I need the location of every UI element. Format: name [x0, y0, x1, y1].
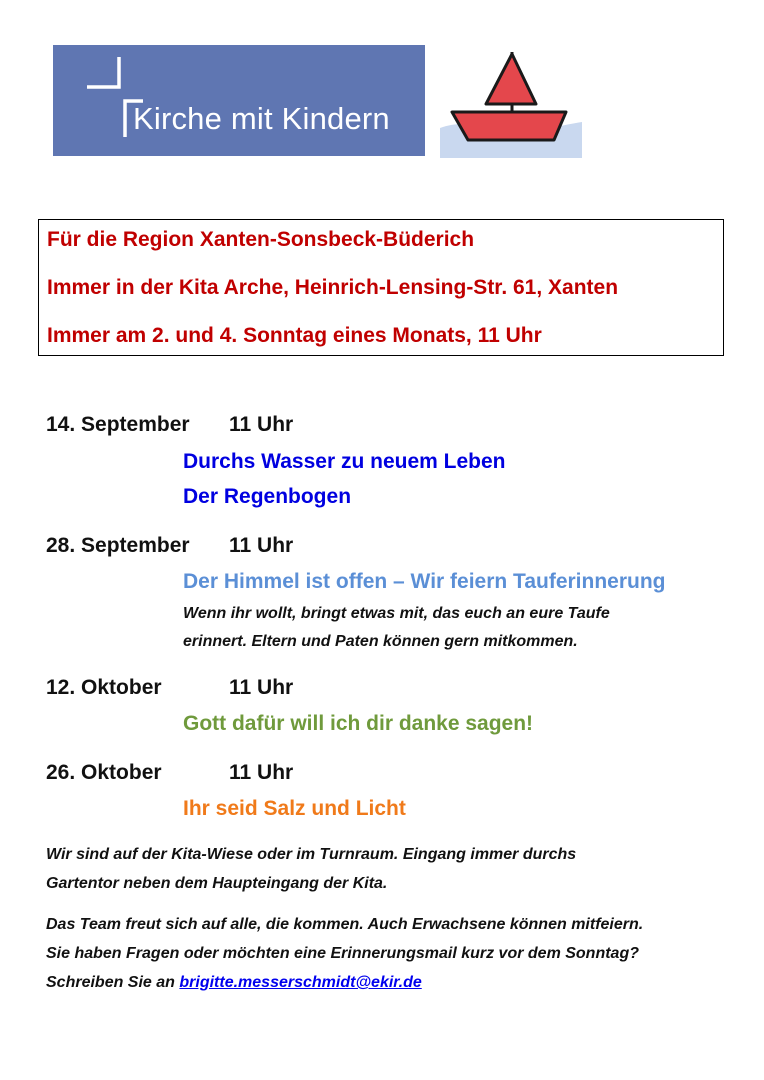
team-note: Das Team freut sich auf alle, die kommen. Auch Erwachsene können mitfeiern.: [46, 916, 644, 933]
event-date: 14. September: [46, 413, 190, 436]
sailboat-icon: [438, 46, 584, 162]
contact-line: [46, 974, 422, 992]
kirche-mit-kindern-logo: [53, 45, 425, 156]
contact-prefix: Schreiben Sie an: [46, 974, 175, 991]
event-time: 11 Uhr: [229, 761, 294, 784]
event-time: 11 Uhr: [229, 413, 294, 436]
team-note: Sie haben Fragen oder möchten eine Erinnerungsmail kurz vor dem Sonntag?: [46, 945, 639, 962]
event-subtitle: Der Regenbogen: [183, 485, 352, 508]
schedule-text: Immer am 2. und 4. Sonntag eines Monats, 11 Uhr: [47, 324, 542, 347]
event-date: 26. Oktober: [46, 761, 162, 784]
event-title: Gott dafür will ich dir danke sagen!: [183, 712, 534, 735]
event-title: Der Himmel ist offen – Wir feiern Tauferinnerung: [183, 570, 666, 593]
event-date: 28. September: [46, 534, 190, 557]
event-title: Ihr seid Salz und Licht: [183, 797, 406, 820]
location-note: Wir sind auf der Kita-Wiese oder im Turnraum. Eingang immer durchs: [46, 846, 577, 863]
event-time: 11 Uhr: [229, 534, 294, 557]
event-title: Durchs Wasser zu neuem Leben: [183, 450, 506, 473]
logo-text: Kirche mit Kindern: [133, 101, 390, 136]
info-box: [38, 219, 724, 356]
location-note: Gartentor neben dem Haupteingang der Kita.: [46, 875, 388, 892]
email-link[interactable]: brigitte.messerschmidt@ekir.de: [179, 974, 422, 991]
event-note: Wenn ihr wollt, bringt etwas mit, das euch an eure Taufe: [183, 605, 610, 622]
event-time: 11 Uhr: [229, 676, 294, 699]
event-note: erinnert. Eltern und Paten können gern mitkommen.: [183, 633, 578, 650]
location-text: Immer in der Kita Arche, Heinrich-Lensing-Str. 61, Xanten: [47, 276, 619, 299]
region-text: Für die Region Xanten-Sonsbeck-Büderich: [47, 228, 475, 251]
event-date: 12. Oktober: [46, 676, 162, 699]
